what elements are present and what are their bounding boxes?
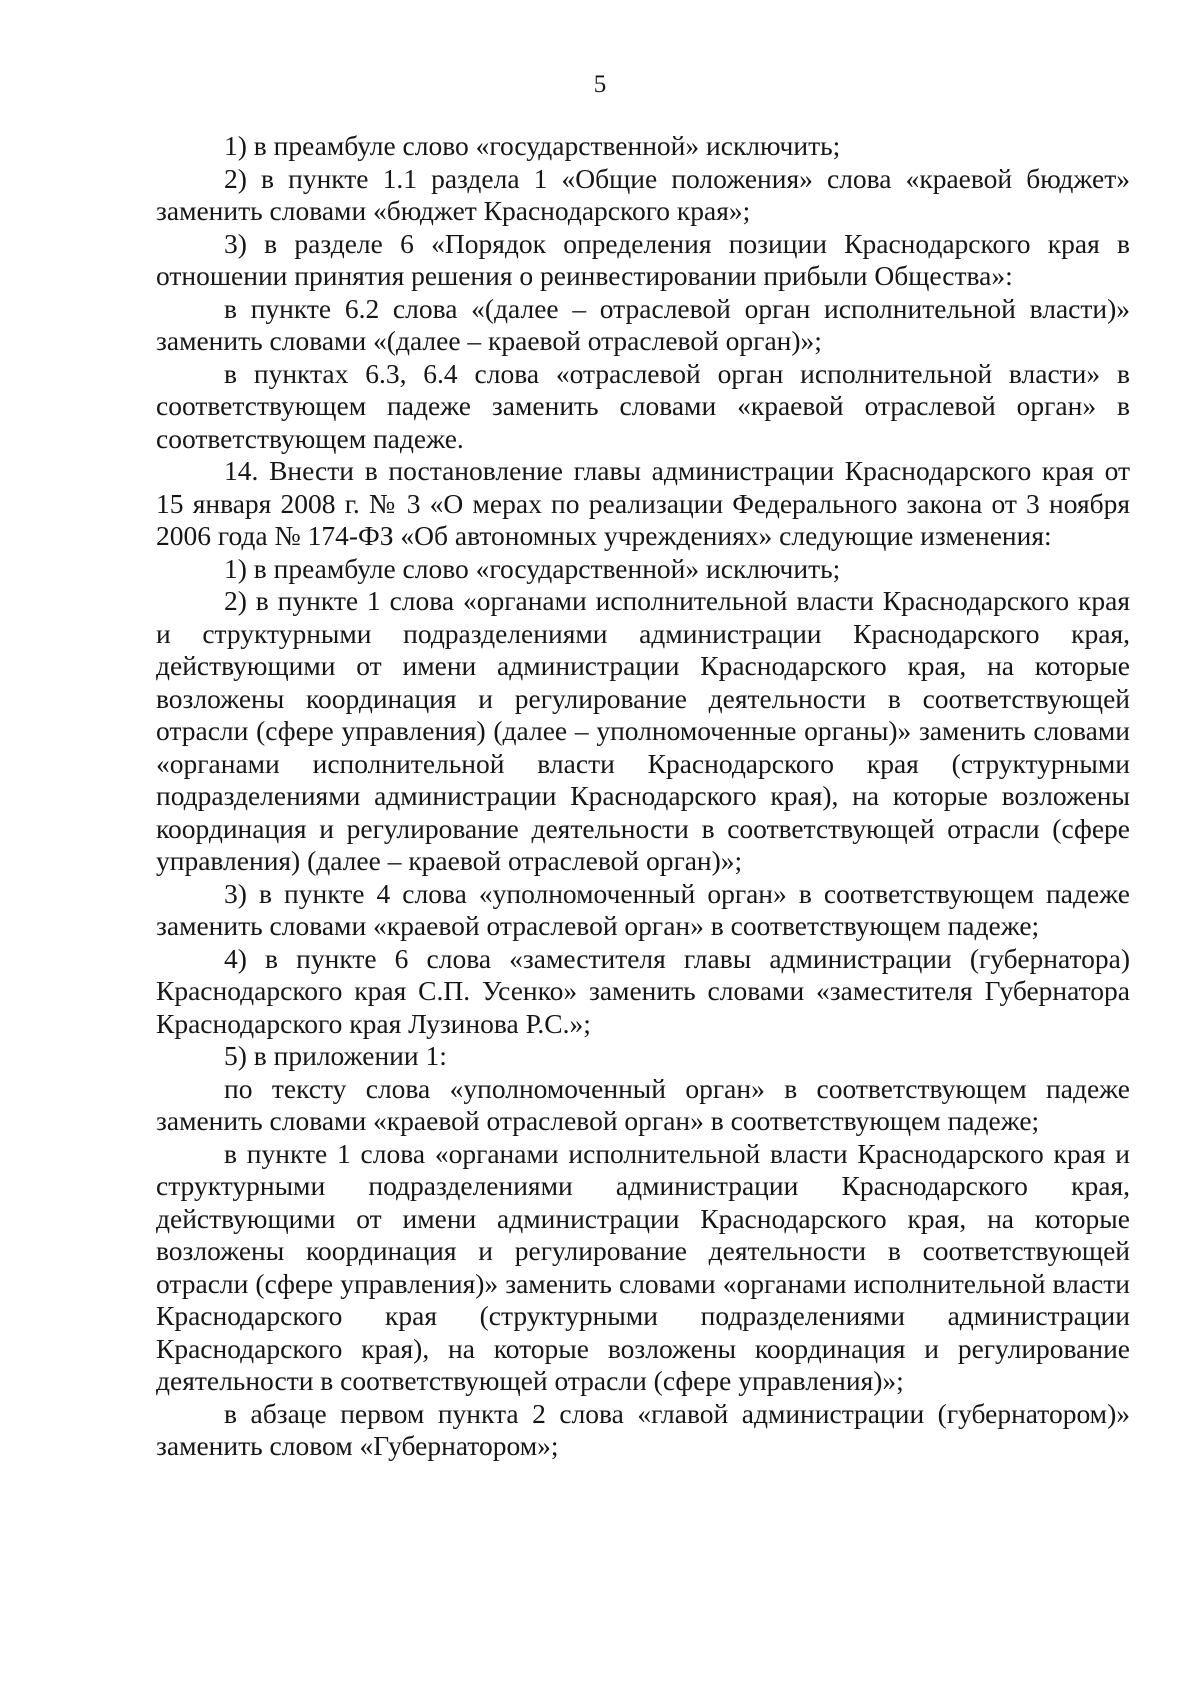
paragraph: 3) в пункте 4 слова «уполномоченный орган» в соответствующем падеже заменить словами «краевой отраслевой орган» в соответствующем падеже; bbox=[156, 877, 1130, 941]
paragraph: в абзаце первом пункта 2 слова «главой администрации (губернатором)» заменить словом «Губернатором»; bbox=[156, 1397, 1130, 1461]
paragraph: в пункте 1 слова «органами исполнительной власти Краснодарского края и структурными подразделениями администрации Краснодарского края, действующими от имени администрации Краснодарского края, на которые возложены координация и регулирование деятельности в соответствующей отрасли (сфере управления)» заменить словами «органами исполнительной власти Краснодарского края (структурными подразделениями администрации Краснодарского края), на которые возложены координация и регулирование деятельности в соответствующей отрасли (сфере управления)»; bbox=[156, 1137, 1130, 1396]
paragraph: в пунктах 6.3, 6.4 слова «отраслевой орган исполнительной власти» в соответствующем падеже заменить словами «краевой отраслевой орган» в соответствующем падеже. bbox=[156, 357, 1130, 454]
paragraph: 14. Внести в постановление главы администрации Краснодарского края от 15 января 2008 г. № 3 «О мерах по реализации Федерального закона от 3 ноября 2006 года № 174-ФЗ «Об автономных учреждениях» следующие изменения: bbox=[156, 455, 1130, 551]
paragraph: 1) в преамбуле слово «государственной» исключить; bbox=[224, 130, 841, 161]
paragraph: по тексту слова «уполномоченный орган» в соответствующем падеже заменить словами «краевой отраслевой орган» в соответствующем падеже; bbox=[156, 1072, 1130, 1136]
paragraph: 4) в пункте 6 слова «заместителя главы администрации (губернатора) Краснодарского края С.П. Усенко» заменить словами «заместителя Губернатора Краснодарского края Лузинова Р.С.»; bbox=[156, 942, 1130, 1039]
paragraph: 3) в разделе 6 «Порядок определения позиции Краснодарского края в отношении принятия решения о реинвестировании прибыли Общества»: bbox=[156, 227, 1130, 291]
document-body bbox=[156, 130, 1130, 1463]
page-number: 5 bbox=[593, 71, 607, 98]
paragraph: в пункте 6.2 слова «(далее – отраслевой орган исполнительной власти)» заменить словами «(далее – краевой отраслевой орган)»; bbox=[156, 292, 1130, 356]
paragraph: 2) в пункте 1.1 раздела 1 «Общие положения» слова «краевой бюджет» заменить словами «бюджет Краснодарского края»; bbox=[156, 162, 1130, 226]
paragraph: 5) в приложении 1: bbox=[224, 1040, 447, 1071]
paragraph: 2) в пункте 1 слова «органами исполнительной власти Краснодарского края и структурными подразделениями администрации Краснодарского края, действующими от имени администрации Краснодарского края, на которые возложены координация и регулирование деятельности в соответствующей отрасли (сфере управления) (далее – уполномоченные органы)» заменить словами «органами исполнительной власти Краснодарского края (структурными подразделениями администрации Краснодарского края), на которые возложены координация и регулирование деятельности в соответствующей отрасли (сфере управления) (далее – краевой отраслевой орган)»; bbox=[156, 585, 1130, 876]
paragraph: 1) в преамбуле слово «государственной» исключить; bbox=[224, 552, 841, 584]
